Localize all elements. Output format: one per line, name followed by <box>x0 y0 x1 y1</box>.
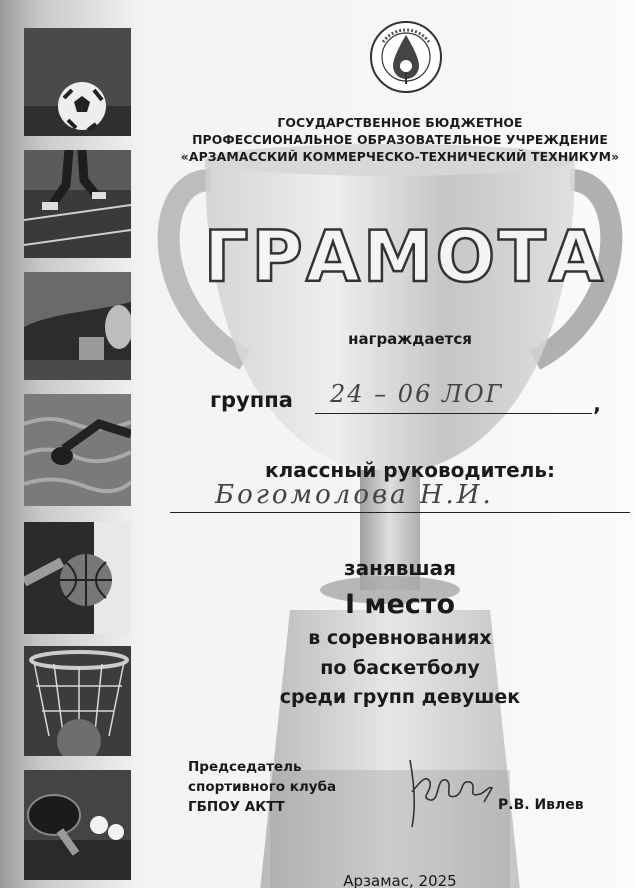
weightlifting-photo <box>24 272 131 380</box>
soccer-ball-photo <box>24 28 131 136</box>
group-value: 24 – 06 ЛОГ <box>330 380 504 408</box>
certificate-title: ГРАМОТА <box>203 216 607 298</box>
competition-line-1: в соревнованиях <box>308 627 492 649</box>
basketball-player-photo <box>24 522 131 634</box>
position-line-1: Председатель <box>188 759 302 775</box>
position-line-2: спортивного клуба <box>188 779 337 795</box>
competition-line-2: по баскетболу <box>320 657 480 679</box>
group-comma: , <box>593 392 601 416</box>
signatory-name: Р.В. Ивлев <box>498 797 584 813</box>
group-label: группа <box>210 388 293 412</box>
teacher-value: Богомолова Н.И. <box>215 480 494 510</box>
signatory-position <box>188 757 388 817</box>
place-text: I место <box>344 589 456 620</box>
table-tennis-photo <box>24 770 131 880</box>
organization-header <box>150 114 634 165</box>
handwritten-signature <box>400 752 510 832</box>
position-line-3: ГБПОУ АКТТ <box>188 799 285 815</box>
swimmer-photo <box>24 394 131 506</box>
city-year: Арзамас, 2025 <box>343 872 457 888</box>
runner-photo <box>24 150 131 258</box>
group-underline <box>315 413 592 414</box>
organization-line-3: «АРЗАМАССКИЙ КОММЕРЧЕСКО-ТЕХНИЧЕСКИЙ ТЕХНИКУМ» <box>180 149 620 164</box>
took-text: занявшая <box>343 556 456 580</box>
organization-line-2: ПРОФЕССИОНАЛЬНОЕ ОБРАЗОВАТЕЛЬНОЕ УЧРЕЖДЕНИЕ <box>192 132 608 147</box>
teacher-underline <box>170 512 630 513</box>
organization-line-1: ГОСУДАРСТВЕННОЕ БЮДЖЕТНОЕ <box>277 115 523 130</box>
teacher-label: классный руководитель: <box>265 458 555 482</box>
competition-line-3: среди групп девушек <box>279 686 521 708</box>
college-logo <box>369 20 443 94</box>
awarded-text: награждается <box>348 330 472 348</box>
basketball-net-photo <box>24 646 131 756</box>
